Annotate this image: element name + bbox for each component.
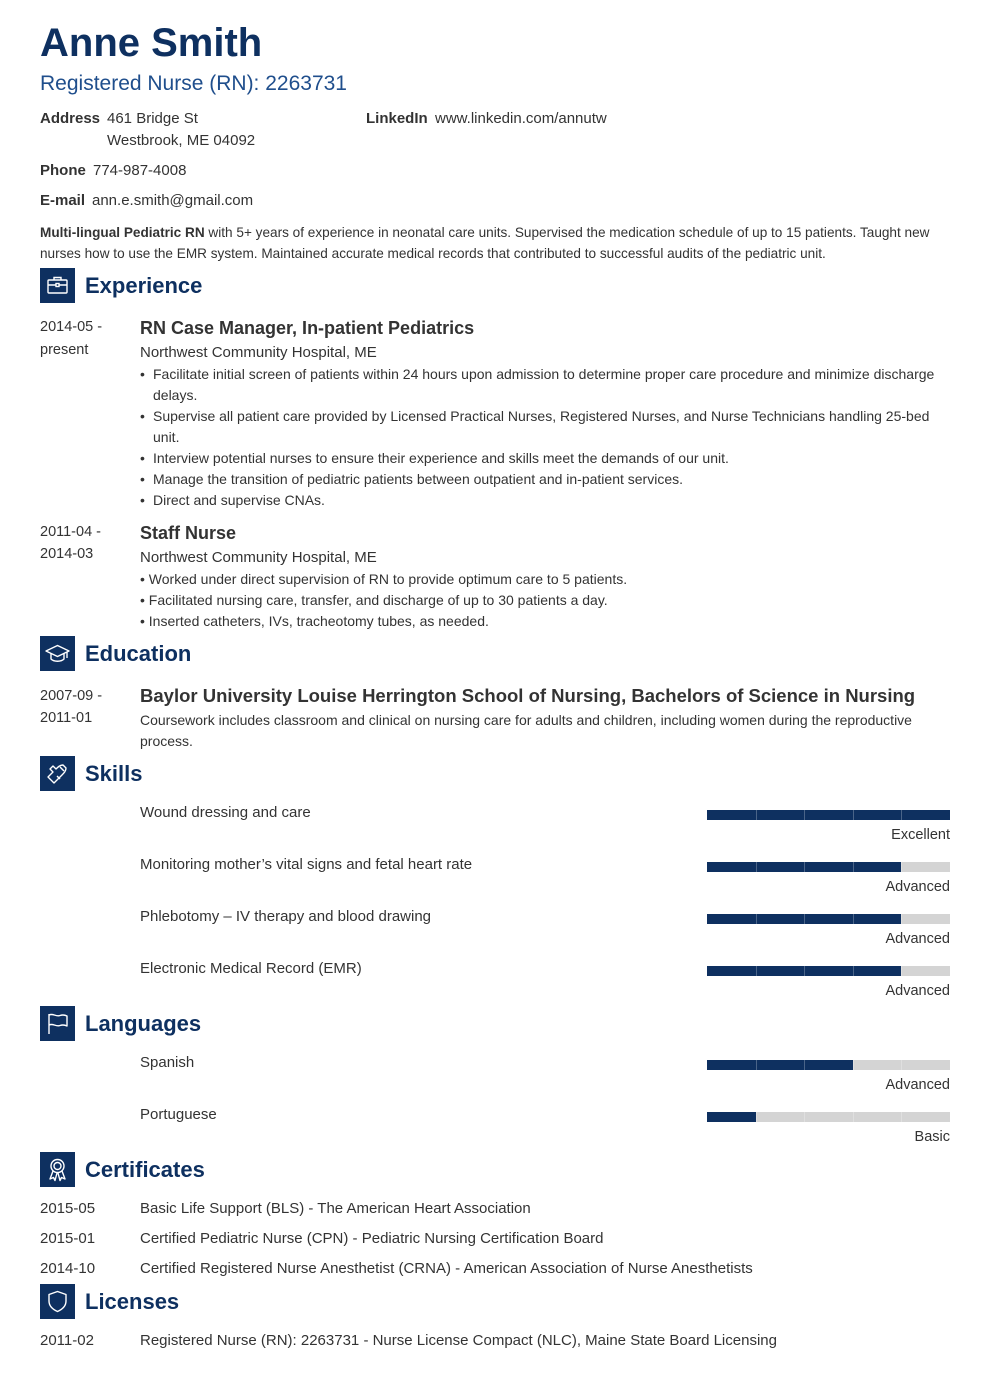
summary-bold: Multi-lingual Pediatric RN: [40, 225, 205, 240]
email-value[interactable]: ann.e.smith@gmail.com: [92, 192, 254, 209]
cert-3-date: 2014-10: [40, 1260, 96, 1277]
job-1-date-start: 2014-05 -: [40, 319, 103, 335]
award-ribbon-icon: [40, 1152, 75, 1187]
graduation-cap-icon: [40, 636, 75, 671]
licenses-heading: Licenses: [85, 1289, 180, 1314]
bar-segment-divider: [853, 914, 854, 924]
certificates-heading: Certificates: [85, 1157, 205, 1182]
email-label: E-mail: [40, 192, 86, 209]
job-2-company: Northwest Community Hospital, ME: [140, 549, 377, 566]
address-line-1: 461 Bridge St: [107, 110, 198, 127]
bar-segment-divider: [804, 1112, 805, 1122]
list-item: • Interview potential nurses to ensure their experience and skills meet the demands of our unit.: [140, 448, 950, 469]
experience-heading: Experience: [85, 273, 203, 298]
list-item: • Manage the transition of pediatric patients between outpatient and in-patient services.: [140, 469, 950, 490]
education-heading: Education: [85, 641, 192, 666]
language-1-bar-fill: [707, 1060, 853, 1070]
list-item: • Direct and supervise CNAs.: [140, 490, 950, 511]
skill-4-level: Advanced: [885, 983, 950, 999]
cert-2-text: Certified Pediatric Nurse (CPN) - Pediatric Nursing Certification Board: [140, 1230, 604, 1247]
shield-icon: [40, 1284, 75, 1319]
bar-segment-divider: [853, 810, 854, 820]
edu-1-title: Baylor University Louise Herrington School of Nursing, Bachelors of Science in Nursing: [140, 685, 916, 706]
linkedin-value[interactable]: www.linkedin.com/annutw: [435, 110, 607, 127]
phone-label: Phone: [40, 162, 86, 179]
skill-1-name: Wound dressing and care: [140, 804, 311, 821]
address-label: Address: [40, 110, 101, 127]
edu-1-date-end: 2011-01: [40, 710, 93, 726]
skill-1-bar-fill: [707, 810, 950, 820]
language-2-bar: [707, 1112, 950, 1122]
bar-segment-divider: [853, 1060, 854, 1070]
skills-heading: Skills: [85, 761, 143, 786]
list-item: • Facilitate initial screen of patients within 24 hours upon admission to determine proper care procedure and minimize discharge delays.: [140, 364, 950, 406]
bar-segment-divider: [853, 966, 854, 976]
summary-paragraph: [40, 222, 945, 264]
bar-segment-divider: [901, 810, 902, 820]
language-1-bar: [707, 1060, 950, 1070]
cert-3-text: Certified Registered Nurse Anesthetist (CRNA) - American Association of Nurse Anesthetists: [140, 1260, 753, 1277]
puzzle-hand-icon: [40, 756, 75, 791]
list-item: • Supervise all patient care provided by Licensed Practical Nurses, Registered Nurses, and Nurse Technicians handling 25-bed unit.: [140, 406, 950, 448]
bar-segment-divider: [756, 966, 757, 976]
job-2-date-start: 2011-04 -: [40, 524, 101, 540]
skill-3-bar: [707, 914, 950, 924]
phone-value[interactable]: 774-987-4008: [93, 162, 187, 179]
summary-text: with 5+ years of experience in neonatal care units. Supervised the medication schedule of up to 15 patients. Taught new nurses how to use the EMR system. Maintained accurate medical records that contributed to successful audits of the pediatric unit.: [40, 225, 930, 261]
cert-1-text: Basic Life Support (BLS) - The American Heart Association: [140, 1200, 531, 1217]
job-1-bullets: [140, 364, 950, 511]
skill-2-bar: [707, 862, 950, 872]
briefcase-icon: [40, 268, 75, 303]
bar-segment-divider: [901, 966, 902, 976]
job-2-line-3: • Inserted catheters, IVs, tracheotomy tubes, as needed.: [140, 613, 489, 629]
language-1-level: Advanced: [885, 1077, 950, 1093]
linkedin-label: LinkedIn: [366, 110, 428, 127]
job-2-date-end: 2014-03: [40, 546, 94, 562]
bar-segment-divider: [804, 1060, 805, 1070]
job-2-line-1: • Worked under direct supervision of RN to provide optimum care to 5 patients.: [140, 571, 628, 587]
language-1-name: Spanish: [140, 1054, 195, 1071]
cert-1-date: 2015-05: [40, 1200, 96, 1217]
bar-segment-divider: [853, 1112, 854, 1122]
bar-segment-divider: [804, 914, 805, 924]
job-2-title: Staff Nurse: [140, 523, 237, 543]
skill-3-name: Phlebotomy – IV therapy and blood drawing: [140, 908, 432, 925]
bar-segment-divider: [901, 914, 902, 924]
skill-4-bar: [707, 966, 950, 976]
address-line-2: Westbrook, ME 04092: [107, 132, 256, 149]
license-1-date: 2011-02: [40, 1332, 94, 1349]
flag-icon: [40, 1006, 75, 1041]
candidate-name: Anne Smith: [40, 21, 263, 65]
license-1-text: Registered Nurse (RN): 2263731 - Nurse License Compact (NLC), Maine State Board Licensing: [140, 1332, 777, 1349]
skill-2-name: Monitoring mother’s vital signs and fetal heart rate: [140, 856, 473, 873]
bar-segment-divider: [756, 1112, 757, 1122]
edu-1-date-start: 2007-09 -: [40, 688, 103, 704]
bar-segment-divider: [853, 862, 854, 872]
bar-segment-divider: [901, 1112, 902, 1122]
language-2-bar-fill: [707, 1112, 756, 1122]
languages-heading: Languages: [85, 1011, 202, 1036]
bar-segment-divider: [756, 914, 757, 924]
bar-segment-divider: [756, 810, 757, 820]
bar-segment-divider: [804, 966, 805, 976]
skill-4-name: Electronic Medical Record (EMR): [140, 960, 362, 977]
edu-1-description: Coursework includes classroom and clinical on nursing care for adults and children, including women during the reproductive process.: [140, 712, 912, 749]
job-1-title: RN Case Manager, In-patient Pediatrics: [140, 318, 475, 338]
bar-segment-divider: [901, 1060, 902, 1070]
bar-segment-divider: [901, 862, 902, 872]
job-1-date-end: present: [40, 342, 89, 358]
skill-1-level: Excellent: [891, 827, 950, 843]
candidate-subtitle: Registered Nurse (RN): 2263731: [40, 72, 347, 95]
cert-2-date: 2015-01: [40, 1230, 96, 1247]
skill-2-level: Advanced: [885, 879, 950, 895]
bar-segment-divider: [804, 862, 805, 872]
bar-segment-divider: [756, 1060, 757, 1070]
job-1-company: Northwest Community Hospital, ME: [140, 344, 377, 361]
job-2-line-2: • Facilitated nursing care, transfer, and discharge of up to 30 patients a day.: [140, 592, 608, 608]
language-2-level: Basic: [914, 1129, 950, 1145]
language-2-name: Portuguese: [140, 1106, 217, 1123]
bar-segment-divider: [756, 862, 757, 872]
skill-1-bar: [707, 810, 950, 820]
skill-3-level: Advanced: [885, 931, 950, 947]
bar-segment-divider: [804, 810, 805, 820]
